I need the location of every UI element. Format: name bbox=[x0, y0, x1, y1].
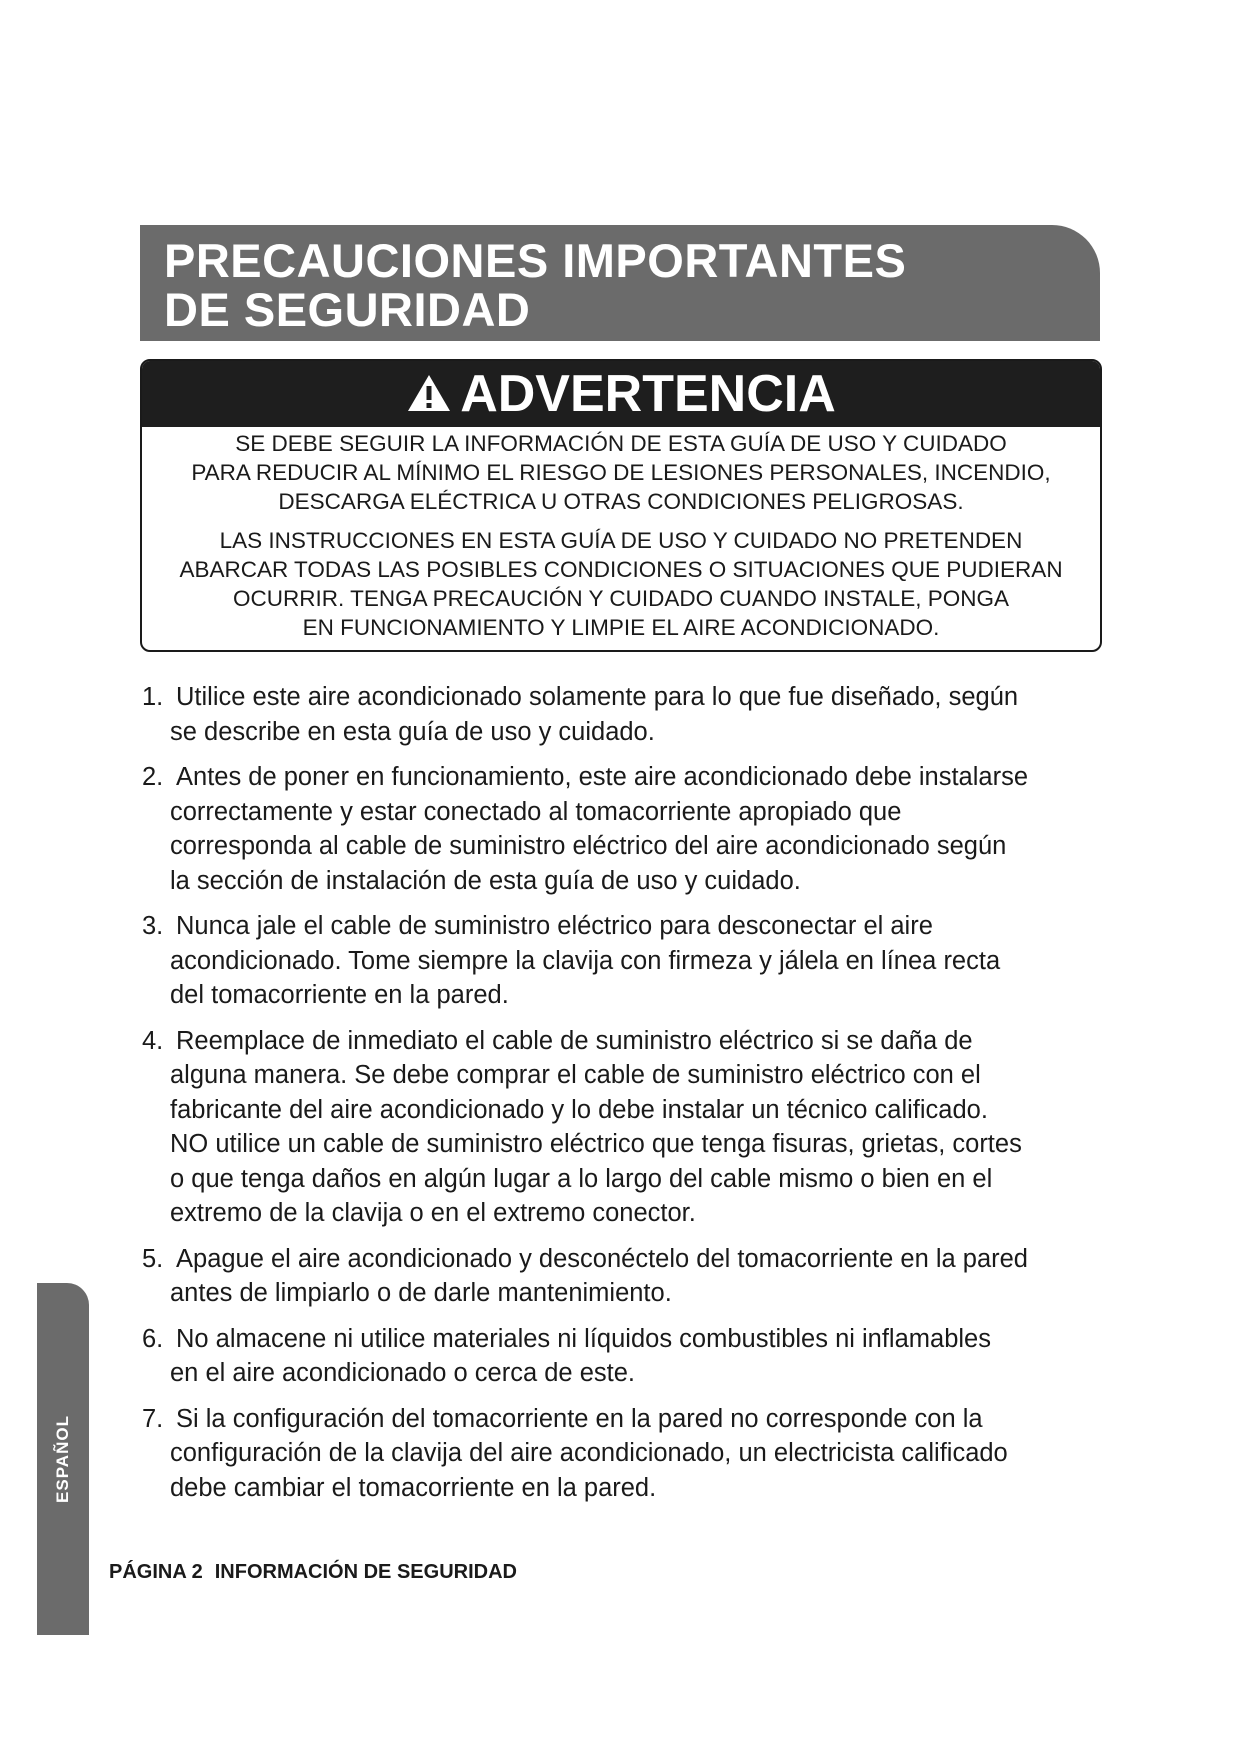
warning-body bbox=[142, 427, 1100, 642]
warning-line: PARA REDUCIR AL MÍNIMO EL RIESGO DE LESIONES PERSONALES, INCENDIO, bbox=[191, 460, 1051, 485]
warning-line: LAS INSTRUCCIONES EN ESTA GUÍA DE USO Y CUIDADO NO PRETENDEN bbox=[219, 528, 1023, 553]
page-title-line-1: PRECAUCIONES IMPORTANTES bbox=[164, 234, 907, 287]
item-line: No almacene ni utilice materiales ni líquidos combustibles ni inflamables bbox=[176, 1324, 991, 1353]
list-item bbox=[140, 760, 1120, 898]
section-title-bar bbox=[140, 225, 1100, 341]
item-number: 7. bbox=[142, 1404, 164, 1433]
item-line: acondicionado. Tome siempre la clavija con firmeza y jálela en línea recta bbox=[170, 946, 1001, 975]
list-item bbox=[140, 1024, 1120, 1231]
item-number: 1. bbox=[142, 683, 164, 711]
item-line: alguna manera. Se debe comprar el cable de suministro eléctrico con el bbox=[170, 1061, 981, 1089]
warning-line: ABARCAR TODAS LAS POSIBLES CONDICIONES O SITUACIONES QUE PUDIERAN bbox=[179, 557, 1063, 582]
item-line: del tomacorriente en la pared. bbox=[170, 981, 509, 1009]
item-line: Nunca jale el cable de suministro eléctrico para desconectar el aire bbox=[176, 912, 933, 940]
item-line: o que tenga daños en algún lugar a lo largo del cable mismo o bien en el bbox=[170, 1164, 993, 1193]
item-line: Apague el aire acondicionado y desconéctelo del tomacorriente en la pared bbox=[176, 1244, 1028, 1273]
item-line: corresponda al cable de suministro eléctrico del aire acondicionado según bbox=[170, 832, 1007, 860]
list-item bbox=[140, 680, 1120, 749]
warning-header bbox=[142, 361, 1100, 427]
item-line: antes de limpiarlo o de darle mantenimiento. bbox=[170, 1279, 672, 1307]
item-line: correctamente y estar conectado al tomacorriente apropiado que bbox=[170, 797, 902, 826]
item-line: en el aire acondicionado o cerca de este. bbox=[170, 1359, 635, 1387]
item-line: la sección de instalación de esta guía de uso y cuidado. bbox=[170, 866, 801, 895]
item-line: configuración de la clavija del aire acondicionado, un electricista calificado bbox=[170, 1439, 1008, 1467]
page-footer bbox=[109, 1561, 517, 1584]
item-line: Antes de poner en funcionamiento, este aire acondicionado debe instalarse bbox=[176, 763, 1028, 791]
item-number: 3. bbox=[142, 912, 164, 940]
page-number: PÁGINA 2 bbox=[109, 1561, 203, 1583]
warning-line: EN FUNCIONAMIENTO Y LIMPIE EL AIRE ACONDICIONADO. bbox=[302, 615, 940, 640]
item-line: debe cambiar el tomacorriente en la pared. bbox=[170, 1473, 657, 1502]
item-number: 4. bbox=[142, 1026, 164, 1055]
item-line: Utilice este aire acondicionado solamente para lo que fue diseñado, según bbox=[176, 683, 1019, 711]
footer-section-title: INFORMACIÓN DE SEGURIDAD bbox=[214, 1561, 517, 1583]
language-label: ESPAÑOL bbox=[53, 1415, 72, 1503]
list-item bbox=[140, 1242, 1120, 1311]
warning-triangle-icon bbox=[406, 373, 452, 413]
item-line: NO utilice un cable de suministro eléctrico que tenga fisuras, grietas, cortes bbox=[170, 1130, 1022, 1158]
warning-line: OCURRIR. TENGA PRECAUCIÓN Y CUIDADO CUANDO INSTALE, PONGA bbox=[233, 586, 1009, 611]
list-item bbox=[140, 1402, 1120, 1506]
list-item bbox=[140, 1322, 1120, 1391]
language-side-tab bbox=[37, 1283, 89, 1635]
item-line: se describe en esta guía de uso y cuidado. bbox=[170, 717, 655, 746]
warning-paragraph-2 bbox=[142, 526, 1100, 642]
warning-paragraph-1 bbox=[142, 429, 1100, 516]
item-line: fabricante del aire acondicionado y lo debe instalar un técnico calificado. bbox=[170, 1095, 988, 1124]
warning-heading: ADVERTENCIA bbox=[460, 365, 836, 423]
page-title-line-2: DE SEGURIDAD bbox=[164, 283, 531, 336]
item-line: Si la configuración del tomacorriente en la pared no corresponde con la bbox=[176, 1404, 983, 1433]
item-number: 2. bbox=[142, 763, 164, 791]
warning-line: SE DEBE SEGUIR LA INFORMACIÓN DE ESTA GUÍA DE USO Y CUIDADO bbox=[235, 431, 1007, 456]
warning-box bbox=[140, 359, 1102, 652]
item-line: Reemplace de inmediato el cable de suministro eléctrico si se daña de bbox=[176, 1026, 973, 1055]
list-item bbox=[140, 909, 1120, 1013]
warning-line: DESCARGA ELÉCTRICA U OTRAS CONDICIONES PELIGROSAS. bbox=[278, 489, 964, 514]
item-number: 6. bbox=[142, 1324, 164, 1353]
item-number: 5. bbox=[142, 1244, 164, 1273]
item-line: extremo de la clavija o en el extremo conector. bbox=[170, 1199, 696, 1227]
safety-instructions-list bbox=[140, 680, 1120, 1516]
